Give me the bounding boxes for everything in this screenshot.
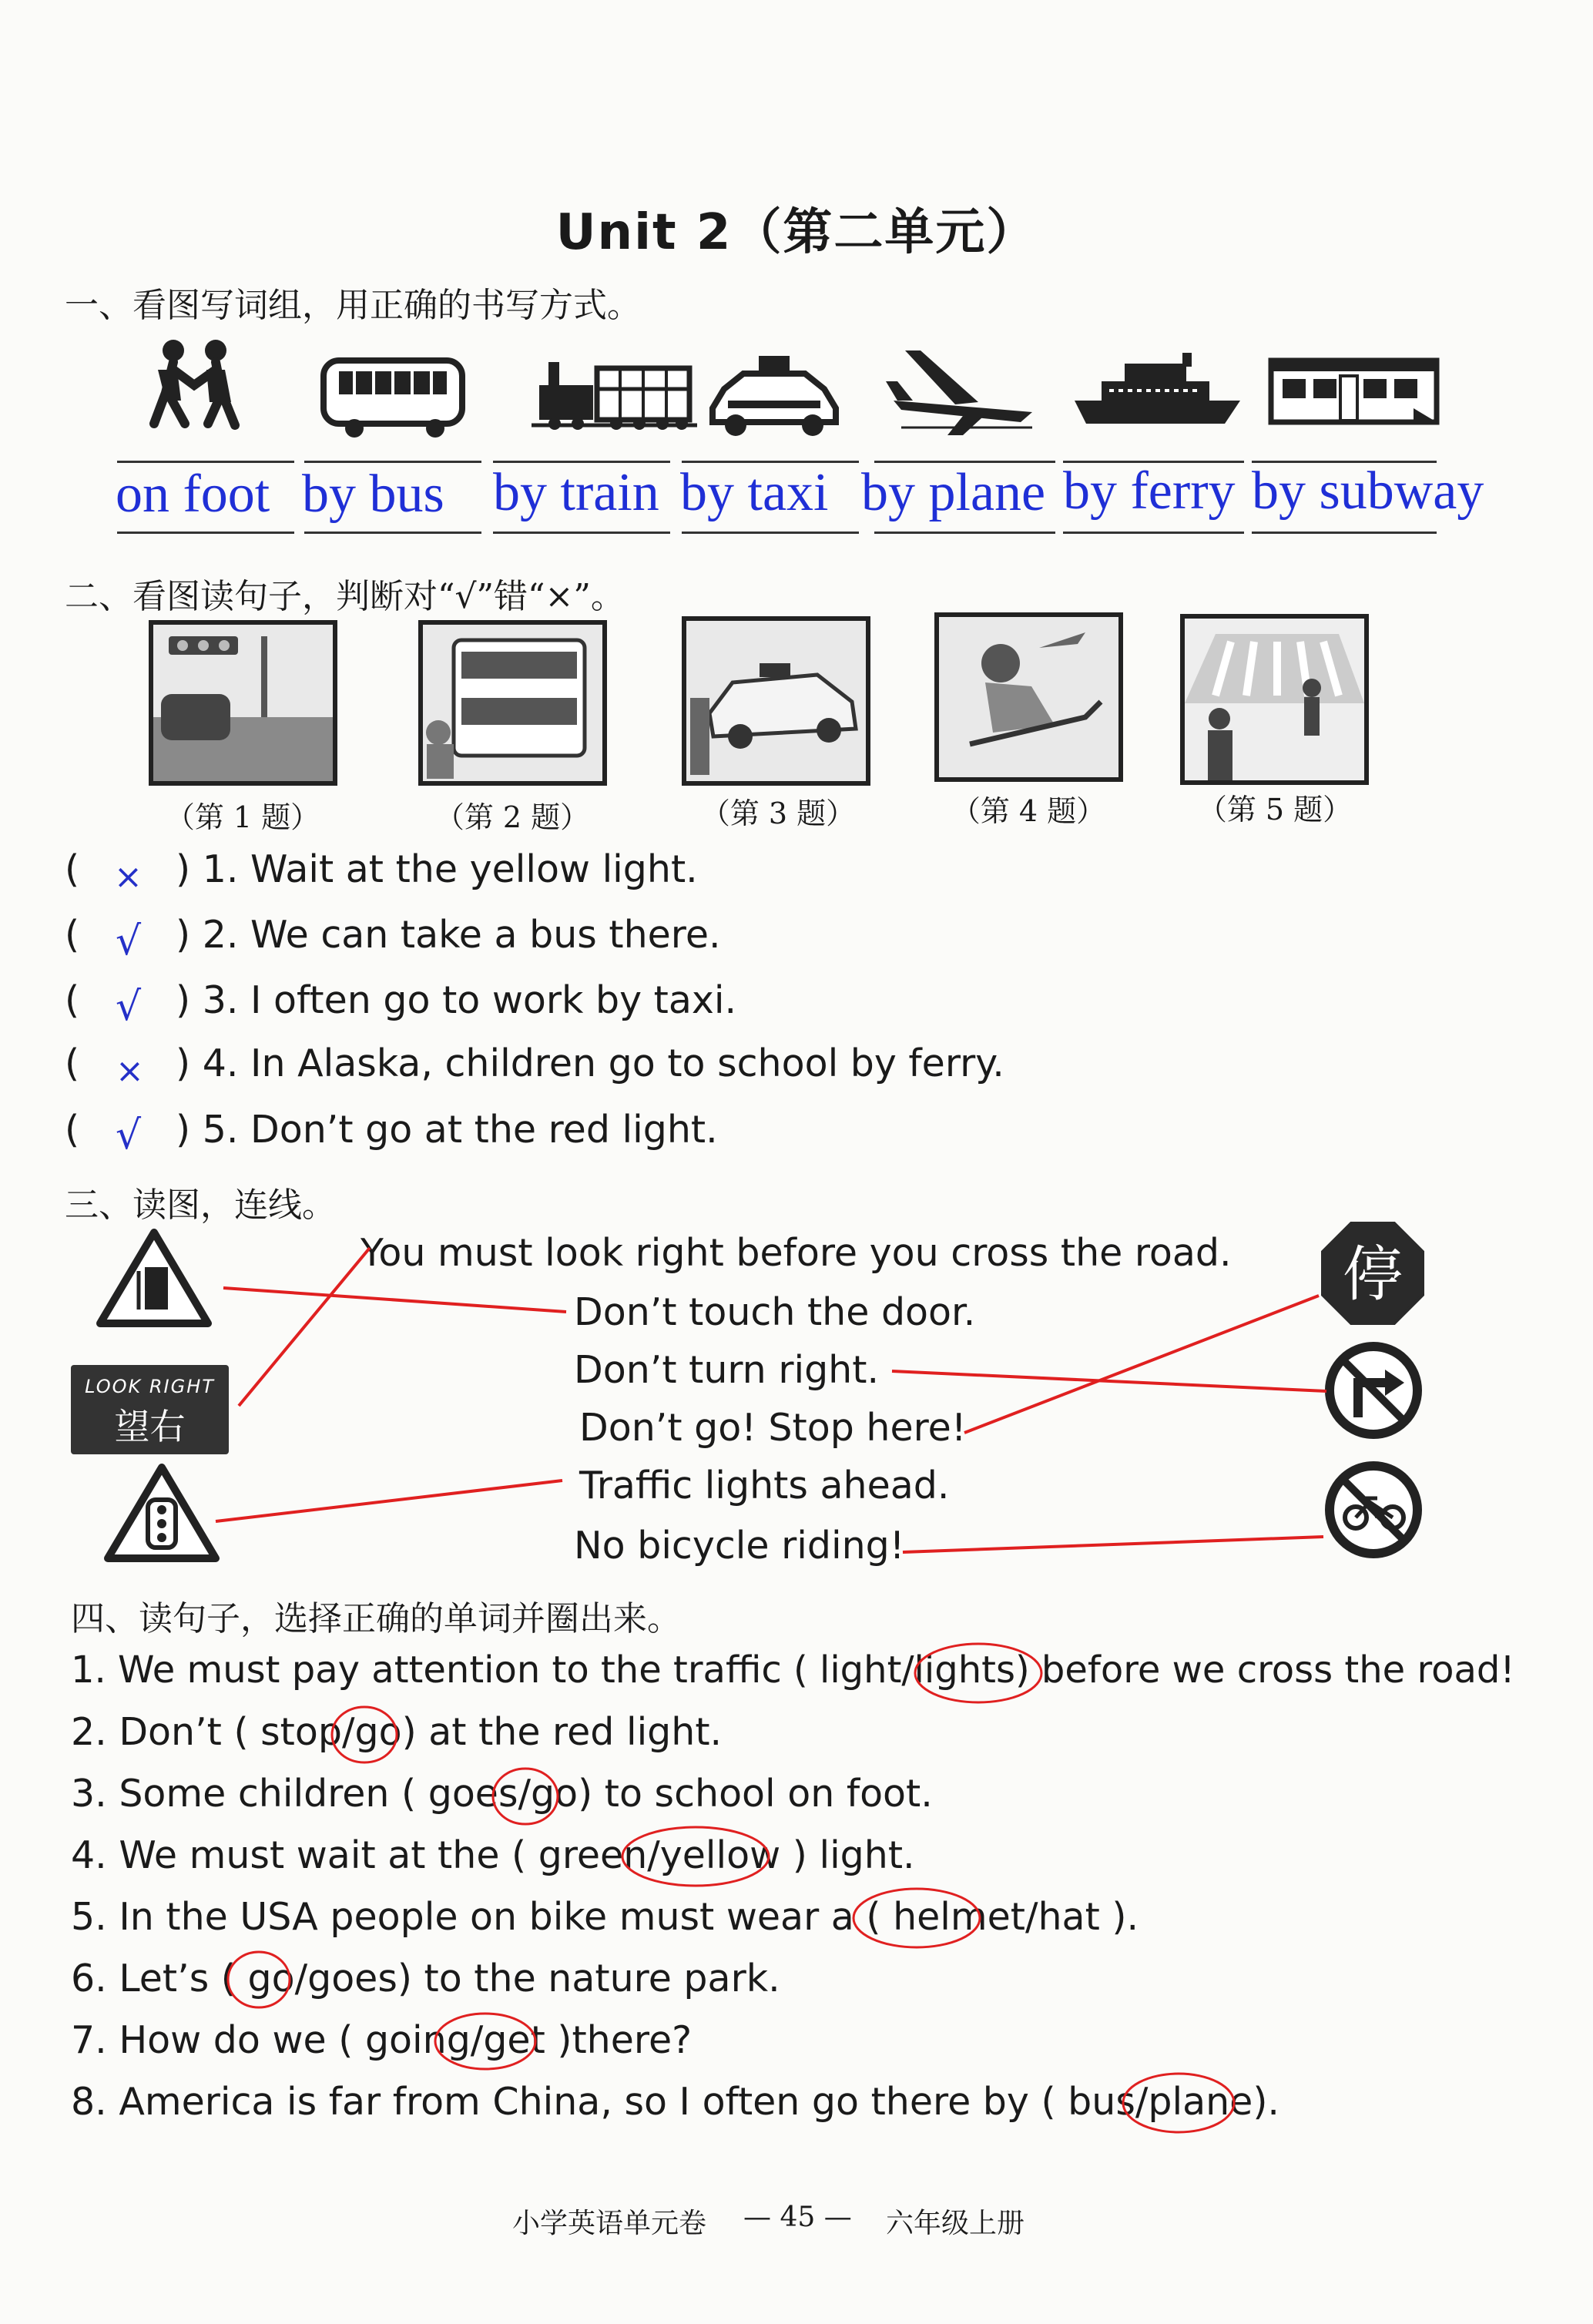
answer-circle: [332, 1707, 397, 1762]
stop-sign-text: 停: [1342, 1240, 1404, 1310]
footer-grade: 六年级上册: [886, 2208, 1025, 2239]
handwritten-answer: on foot: [116, 464, 270, 524]
choice-sentence: 4. We must wait at the ( green/yellow ) light.: [71, 1833, 915, 1877]
picture-caption: （第 2 题）: [434, 800, 590, 834]
open-paren: (: [65, 1108, 80, 1152]
choice-sentence: 1. We must pay attention to the traffic ( light/lights) before we cross the road!: [71, 1648, 1515, 1692]
handwritten-answer: by taxi: [680, 463, 829, 522]
answer-circle: [854, 1889, 980, 1947]
answer-mark: √: [116, 984, 142, 1030]
match-sentence: You must look right before you cross the road.: [361, 1231, 1232, 1275]
choice-sentence: 7. How do we ( going/get )there?: [71, 2018, 693, 2062]
handwritten-answer: by bus: [302, 464, 444, 524]
picture-caption: （第 4 题）: [951, 794, 1106, 828]
judgement-sentence: ) 3. I often go to work by taxi.: [176, 978, 737, 1022]
open-paren: (: [65, 913, 80, 957]
open-paren: (: [65, 1041, 80, 1085]
match-sentence: Don’t go! Stop here!: [579, 1406, 967, 1450]
look-right-label: LOOK RIGHT: [85, 1376, 215, 1397]
choice-sentence: 6. Let’s ( go/goes) to the nature park.: [71, 1957, 780, 2000]
handwritten-answer: by train: [493, 463, 659, 522]
section-1-heading: 一、看图写词组，用正确的书写方式。: [65, 286, 641, 325]
page-title: Unit 2（第二单元）: [555, 204, 1038, 261]
picture-caption: （第 1 题）: [165, 800, 320, 834]
look-right-chinese: 望右: [114, 1406, 186, 1447]
choice-sentence: 2. Don’t ( stop/go) at the red light.: [71, 1710, 723, 1754]
match-sentence: Don’t turn right.: [574, 1348, 880, 1392]
match-sentence: Don’t touch the door.: [574, 1290, 976, 1334]
handwritten-answer: by ferry: [1063, 461, 1236, 521]
page-number: — 45 —: [743, 2202, 852, 2233]
answer-circle: [435, 2014, 535, 2069]
judgement-sentence: ) 5. Don’t go at the red light.: [176, 1108, 718, 1152]
judgement-sentence: ) 1. Wait at the yellow light.: [176, 847, 698, 891]
answer-mark: ×: [114, 857, 143, 897]
choice-sentence: 3. Some children ( goes/go) to school on foot.: [71, 1772, 933, 1816]
answer-circle: [622, 1827, 769, 1886]
answer-circle: [1123, 2074, 1234, 2132]
match-sentence: Traffic lights ahead.: [579, 1464, 950, 1507]
answer-circle: [915, 1644, 1041, 1702]
choice-sentence: 5. In the USA people on bike must wear a ( helmet/hat ).: [71, 1895, 1139, 1939]
judgement-sentence: ) 4. In Alaska, children go to school by ferry.: [176, 1041, 1004, 1085]
open-paren: (: [65, 978, 80, 1022]
handwritten-answer: by plane: [861, 463, 1046, 522]
answer-circle: [493, 1769, 558, 1824]
section-4-heading: 四、读句子，选择正确的单词并圈出来。: [71, 1599, 681, 1638]
answer-mark: ×: [116, 1051, 144, 1091]
judgement-sentence: ) 2. We can take a bus there.: [176, 913, 721, 957]
answer-mark: √: [116, 918, 142, 964]
picture-caption: （第 5 题）: [1197, 793, 1353, 827]
section-2-heading: 二、看图读句子，判断对“√”错“×”。: [65, 577, 625, 616]
section-3-heading: 三、读图，连线。: [65, 1185, 336, 1225]
choice-sentence: 8. America is far from China, so I often go there by ( bus/plane).: [71, 2080, 1280, 2124]
match-sentence: No bicycle riding!: [574, 1524, 905, 1568]
answer-mark: √: [116, 1112, 142, 1159]
answer-circle: [228, 1952, 290, 2007]
handwritten-answer: by subway: [1252, 461, 1484, 521]
footer-book-title: 小学英语单元卷: [512, 2208, 707, 2239]
picture-caption: （第 3 题）: [700, 796, 856, 830]
open-paren: (: [65, 847, 80, 891]
